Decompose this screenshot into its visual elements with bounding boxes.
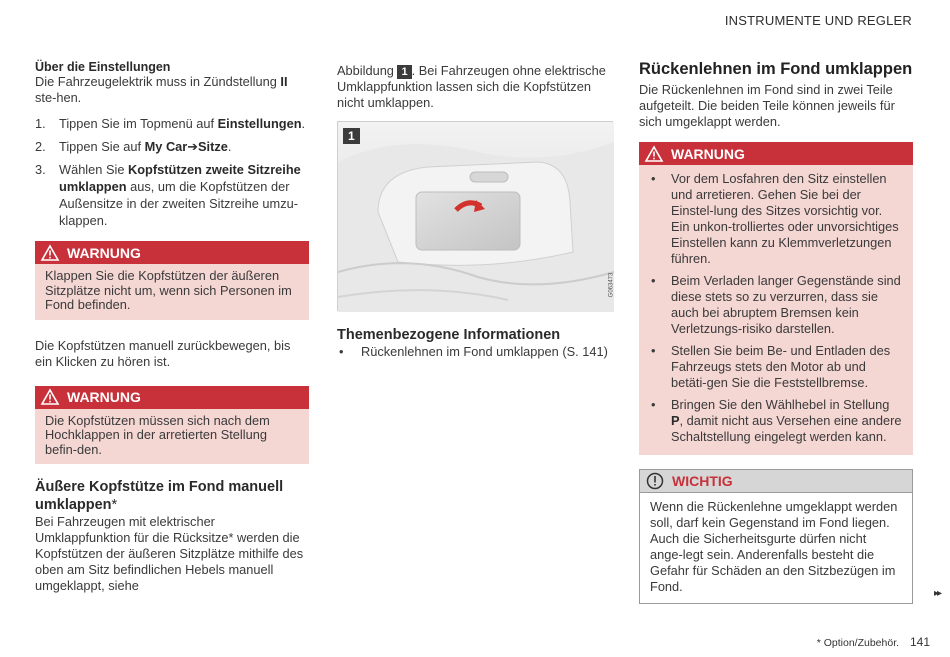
warning-item: • Stellen Sie beim Be- und Entladen des Fahrzeugs stets den Motor ab und betäti-gen Sie die Feststellbremse. — [651, 343, 891, 390]
warning-title: WARNUNG — [671, 145, 745, 162]
section-heading: Rückenlehnen im Fond umklappen — [639, 60, 913, 78]
manual-return-text: Die Kopfstützen manuell zurückbewegen, bis ein Klicken zu hören ist. — [35, 337, 291, 369]
step-item: 2. Tippen Sie auf My Car➔Sitze. — [35, 139, 232, 154]
steps-list — [35, 115, 309, 229]
warning-item: • Vor dem Losfahren den Sitz einstellen und arretieren. Gehen Sie bei der Einstel-lung des Sitzes vorsichtig vor. Ein unkon-trolliertes oder unvorsichtiges Einstellen kann zu Klemmverletzungen führen. — [651, 171, 899, 266]
column-middle — [337, 63, 613, 360]
footer-note: * Option/Zubehör. — [816, 637, 900, 649]
column-right — [639, 60, 913, 604]
important-text: Wenn die Rückenlehne umgeklappt werden soll, darf kein Gegenstand im Fond liegen. Auch die Sicherheitsgurte dürfen nicht ange-legt sein. Anderenfalls besteht die Gefahr für Schäden an den Sitzbezügen im Fond. — [650, 499, 898, 594]
figure-ref-badge: 1 — [397, 65, 411, 79]
important-title: WICHTIG — [672, 473, 733, 489]
figure-headrest-image — [337, 121, 613, 311]
settings-intro: Die Fahrzeugelektrik muss in Zündstellung II ste-hen. — [35, 74, 288, 105]
step-item: 1. Tippen Sie im Topmenü auf Einstellungen. — [35, 116, 306, 131]
next-page-marker: ▸▸ — [933, 588, 940, 599]
important-box — [639, 469, 913, 604]
warning-title: WARNUNG — [67, 244, 141, 261]
warning-text: Die Kopfstützen müssen sich nach dem Hochklappen in der arretierten Stellung befin-den. — [35, 409, 309, 465]
column-left — [35, 60, 309, 594]
footer — [817, 635, 930, 649]
seat-illustration — [338, 122, 614, 312]
exclamation-circle-icon — [646, 472, 664, 490]
figure-code: G063473 — [608, 272, 615, 298]
warning-text: Klappen Sie die Kopfstützen der äußeren Sitzplätze nicht um, wenn sich Personen im Fond befinden. — [35, 264, 309, 320]
warning-box-2 — [35, 386, 309, 465]
warning-triangle-icon — [645, 146, 663, 162]
section-header: INSTRUMENTE UND REGLER — [724, 13, 912, 28]
warning-item: • Beim Verladen langer Gegenstände sind diese stets so zu verzurren, dass sie auch bei abruptem Bremsen kein Verletzungs-risiko darstellen. — [651, 273, 901, 336]
related-info-heading: Themenbezogene Informationen — [337, 327, 561, 343]
warning-triangle-icon — [41, 389, 59, 405]
figure-badge: 1 — [343, 128, 360, 144]
warning-box-1 — [35, 241, 309, 320]
bullet: • — [339, 344, 344, 359]
section-intro: Die Rückenlehnen im Fond sind in zwei Teile aufgeteilt. Die beiden Teile können jeweils für sich umgeklappt werden. — [639, 82, 895, 129]
step-item: 3. Wählen Sie Kopfstützen zweite Sitzreihe umklappen aus, um die Kopfstützen der Außensitze in der zweiten Sitzreihe umzu-klappen. — [35, 162, 301, 228]
related-info-item[interactable]: • Rückenlehnen im Fond umklappen (S. 141) — [339, 344, 608, 359]
warning-triangle-icon — [41, 245, 59, 261]
figure-reference-text: Abbildung 1 . Bei Fahrzeugen ohne elektrische Umklappfunktion lassen sich die Kopfstützen nicht umklappen. — [337, 63, 606, 110]
settings-heading: Über die Einstellungen — [35, 60, 171, 74]
outer-headrest-heading: Äußere Kopfstütze im Fond manuell umklappen* — [35, 479, 284, 513]
arrow-right-icon: ➔ — [187, 139, 199, 154]
warning-box-3 — [639, 142, 913, 455]
warning-item: • Bringen Sie den Wählhebel in Stellung P, damit nicht aus Versehen eine andere Schaltstellung eingelegt werden kann. — [651, 397, 902, 444]
outer-headrest-text: Bei Fahrzeugen mit elektrischer Umklappfunktion für die Rücksitze* werden die Kopfstützen der äußeren Sitzplätze mithilfe des oben am Sitz befindlichen Hebels manuell umgeklappt, siehe — [35, 514, 304, 593]
page-number: 141 — [909, 635, 930, 649]
warning-title: WARNUNG — [67, 389, 141, 405]
warning-list — [639, 165, 913, 455]
related-info-list — [337, 344, 613, 360]
